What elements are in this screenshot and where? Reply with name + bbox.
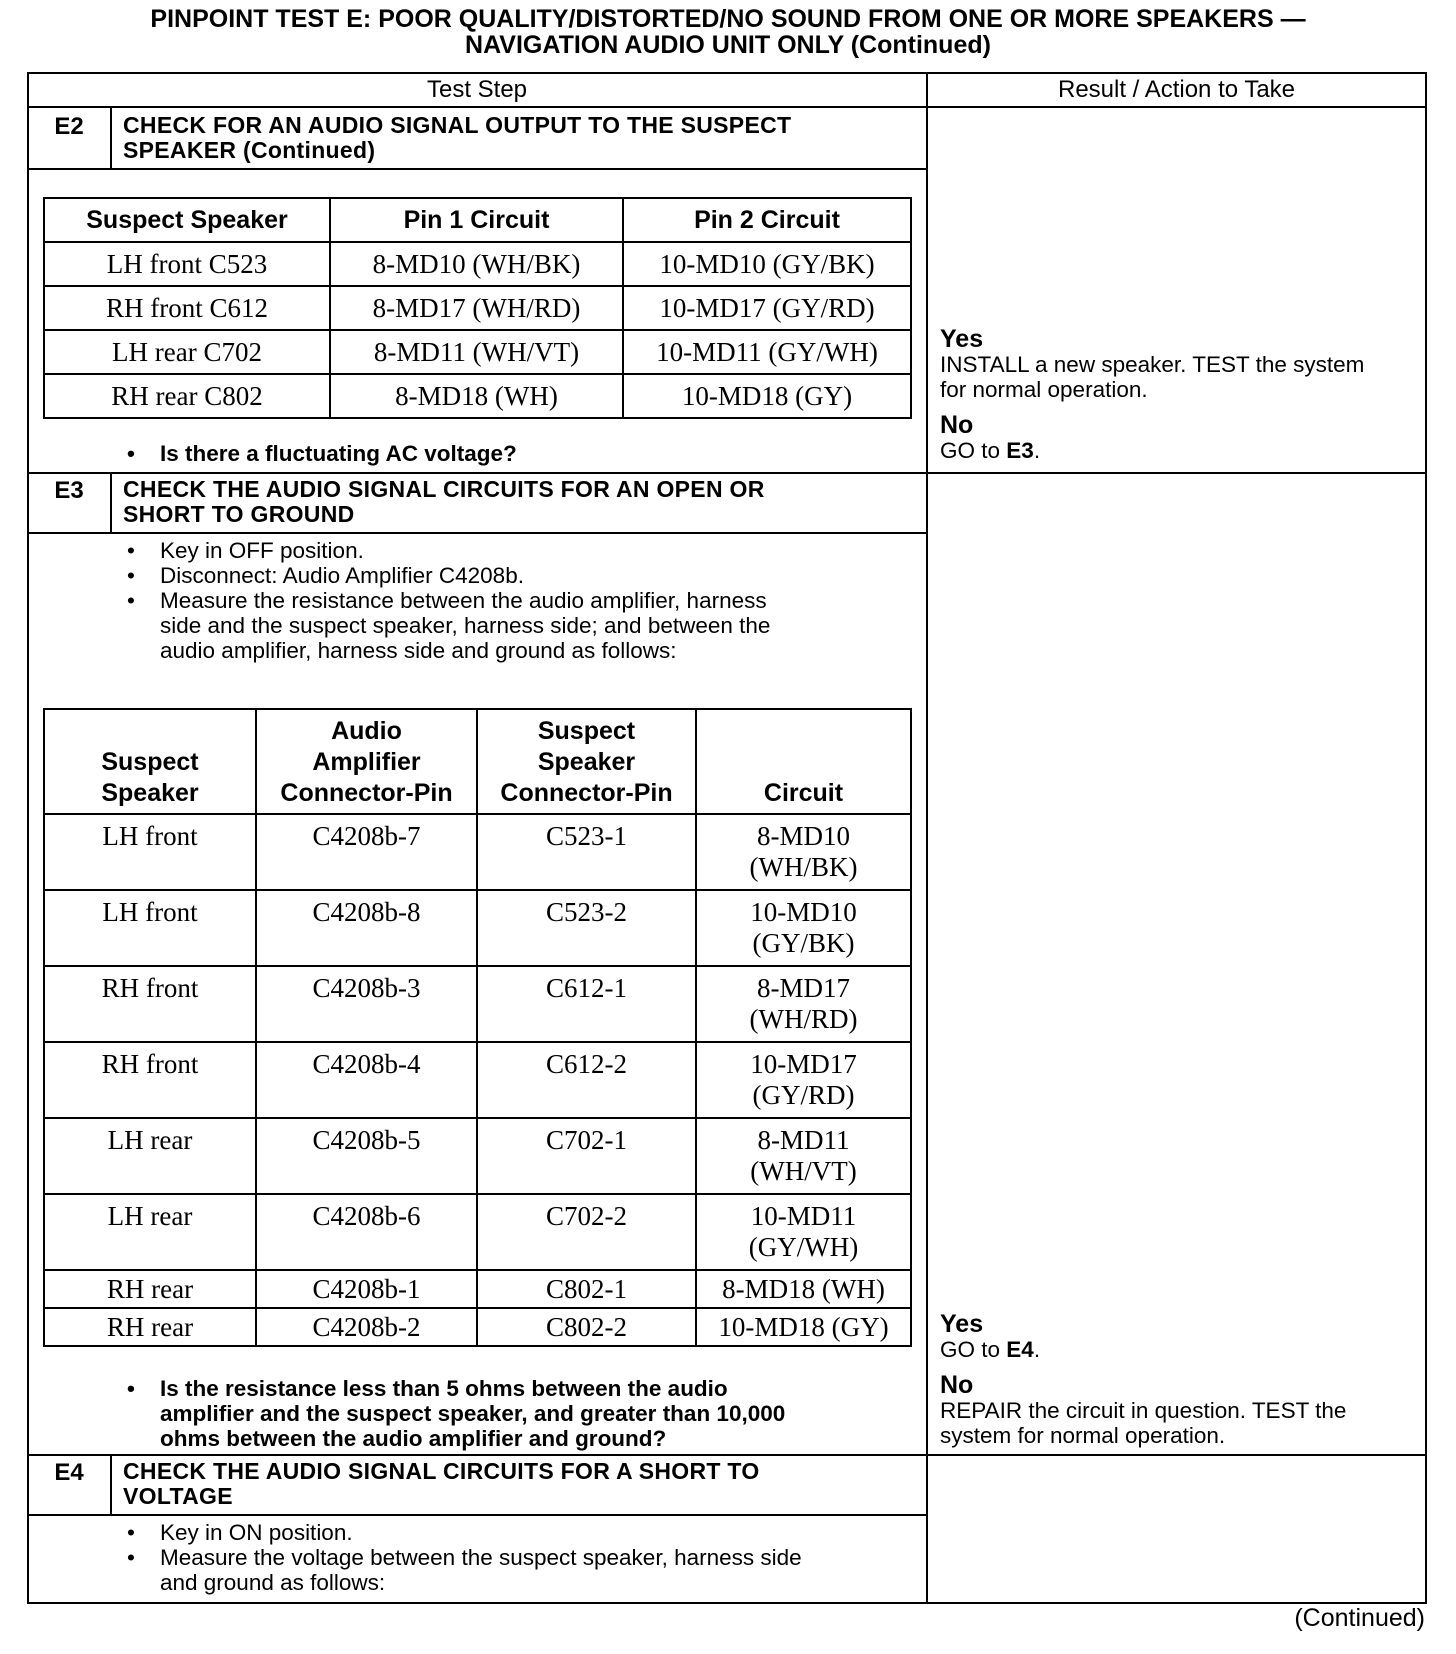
table-cell: LH rear C702 [44,330,330,374]
circuit-line: (GY/WH) [748,1232,859,1262]
table-cell: 10-MD18 (GY) [696,1308,911,1346]
column-header: Suspect Speaker [44,198,330,242]
table-row [44,1194,911,1270]
no-label: No [940,1371,974,1399]
table-cell [696,890,911,966]
column-header: Pin 1 Circuit [330,198,623,242]
table-row [44,330,911,374]
no-action-line-2: system for normal operation. [940,1423,1226,1448]
e4-bullet-1: Key in ON position. [160,1520,353,1545]
step-ref-e4: E4 [1006,1337,1034,1362]
table-cell: C523-2 [477,890,696,966]
table-cell: C4208b-6 [256,1194,477,1270]
table-cell: C702-1 [477,1118,696,1194]
e4-bullet-2-line-1: Measure the voltage between the suspect speaker, harness side [160,1545,802,1570]
header-divider [27,106,1427,108]
table-cell: 10-MD11 (GY/WH) [623,330,911,374]
e3-question-line-2: amplifier and the suspect speaker, and greater than 10,000 [160,1401,786,1426]
table-row [44,1042,911,1118]
circuit-line: 10-MD17 [750,1049,857,1079]
e3-question-line-3: ohms between the audio amplifier and ground? [160,1426,667,1451]
table-cell: C523-1 [477,814,696,890]
bullet: • [127,441,135,466]
table-cell: C4208b-5 [256,1118,477,1194]
step-title-e4-line-1: CHECK THE AUDIO SIGNAL CIRCUITS FOR A SHORT TO [123,1458,760,1484]
step-id-e4: E4 [54,1459,84,1486]
circuit-line: (WH/VT) [750,1156,857,1186]
circuit-line: 8-MD10 [757,821,850,851]
table-cell: C4208b-3 [256,966,477,1042]
test-step-header: Test Step [426,76,528,103]
circuit-line: 10-MD11 [750,1201,857,1231]
bullet: • [127,1520,135,1545]
table-cell: LH front [44,814,256,890]
table-cell: RH rear [44,1308,256,1346]
table-row [44,814,911,890]
table-cell: C802-1 [477,1270,696,1308]
table-cell: 8-MD17 (WH/RD) [330,286,623,330]
table-cell: 10-MD17 (GY/RD) [623,286,911,330]
table-row [44,242,911,286]
table-cell: 8-MD10 (WH/BK) [330,242,623,286]
table-row [44,1118,911,1194]
step-title-e2 [123,113,913,163]
header-line: Circuit [763,779,844,807]
table-cell: 8-MD11 (WH/VT) [330,330,623,374]
yes-action-line-1: INSTALL a new speaker. TEST the system [940,352,1365,377]
table-cell [696,814,911,890]
table-header-row [44,709,911,814]
yes-action-line-2: for normal operation. [940,377,1148,402]
table-row [44,966,911,1042]
table-cell: RH rear C802 [44,374,330,418]
header-line: Speaker [101,779,199,807]
table-cell: C4208b-4 [256,1042,477,1118]
step-title-e3-line-1: CHECK THE AUDIO SIGNAL CIRCUITS FOR AN OPEN OR [123,476,765,502]
circuit-line: 8-MD11 [757,1125,850,1155]
e3-title-divider [27,532,927,534]
e3-bullet-3-line-1: Measure the resistance between the audio amplifier, harness [160,588,767,613]
result-action-header: Result / Action to Take [1057,76,1296,103]
e3-e4-divider [27,1454,1427,1456]
table-row [44,286,911,330]
no-action [940,438,1425,463]
title-line-1: PINPOINT TEST E: POOR QUALITY/DISTORTED/NO SOUND FROM ONE OR MORE SPEAKERS — [150,5,1306,33]
no-action-end: . [1033,438,1041,463]
step-id-e2: E2 [54,113,84,140]
e4-bullet-2-line-2: and ground as follows: [160,1570,386,1595]
continued-label: (Continued) [1294,1604,1425,1632]
header-line: Speaker [537,748,636,776]
yes-action [940,1337,1425,1362]
e3-bullet-2: Disconnect: Audio Amplifier C4208b. [160,563,524,588]
table-cell: RH front [44,1042,256,1118]
yes-label: Yes [940,325,984,353]
circuit-line: (WH/RD) [749,1004,858,1034]
table-cell: RH front [44,966,256,1042]
circuit-line: (WH/BK) [749,852,858,882]
step-title-e3 [123,477,913,527]
table-row [44,374,911,418]
column-header-speaker-pin [477,709,696,814]
e3-id-divider [110,472,112,533]
table-cell [696,966,911,1042]
step-title-e2-line-2: SPEAKER (Continued) [123,137,376,163]
e4-instructions [121,1520,911,1596]
header-line: Amplifier [312,748,421,776]
table-cell: RH front C612 [44,286,330,330]
e3-bullet-3-line-3: audio amplifier, harness side and ground as follows: [160,638,677,663]
header-line: Suspect [537,717,636,745]
table-cell: RH rear [44,1270,256,1308]
step-title-e4-line-2: VOLTAGE [123,1483,233,1509]
e3-question-line-1: Is the resistance less than 5 ohms between the audio [160,1376,728,1401]
no-action-text: GO to [940,438,1007,463]
bullet: • [127,1545,135,1570]
column-header-circuit [696,709,911,814]
table-cell [696,1042,911,1118]
table-cell: LH front [44,890,256,966]
yes-label: Yes [940,1310,984,1338]
page-title [0,6,1456,58]
table-cell: 10-MD10 (GY/BK) [623,242,911,286]
step-title-e2-line-1: CHECK FOR AN AUDIO SIGNAL OUTPUT TO THE SUSPECT [123,112,792,138]
bullet: • [127,1376,135,1401]
e3-result [940,1311,1425,1448]
table-cell: C4208b-2 [256,1308,477,1346]
table-cell: C802-2 [477,1308,696,1346]
table-row [44,1270,911,1308]
e2-question-text: Is there a fluctuating AC voltage? [160,441,517,466]
header-line: Connector-Pin [500,779,673,807]
e3-bullet-1: Key in OFF position. [160,538,364,563]
circuit-line: (GY/BK) [752,928,855,958]
table-row [44,1308,911,1346]
column-divider [926,72,928,1604]
title-line-2: NAVIGATION AUDIO UNIT ONLY (Continued) [465,31,991,59]
e3-instructions [121,538,911,668]
yes-action-end: . [1033,1337,1041,1362]
table-cell: C612-2 [477,1042,696,1118]
e4-title-divider [27,1514,927,1516]
header-line: Suspect [101,748,199,776]
table-row [44,890,911,966]
table-cell: C4208b-1 [256,1270,477,1308]
e4-id-divider [110,1454,112,1515]
table-header-row [44,198,911,242]
e2-result [940,326,1425,463]
column-header-suspect-speaker [44,709,256,814]
table-cell: LH rear [44,1194,256,1270]
table-cell: 8-MD18 (WH) [696,1270,911,1308]
no-label: No [940,411,974,439]
circuit-line: (GY/RD) [752,1080,855,1110]
table-cell: LH rear [44,1118,256,1194]
table-cell: 8-MD18 (WH) [330,374,623,418]
circuit-line: 10-MD10 [750,897,857,927]
yes-action-text: GO to [940,1337,1007,1362]
table-cell: C4208b-7 [256,814,477,890]
e3-resistance-table [43,708,912,1347]
table-cell: C612-1 [477,966,696,1042]
column-header: Pin 2 Circuit [623,198,911,242]
header-line: Audio [331,717,402,745]
step-ref-e3: E3 [1006,438,1034,463]
no-action-line-1: REPAIR the circuit in question. TEST the [940,1398,1347,1423]
e3-bullet-3-line-2: side and the suspect speaker, harness side; and between the [160,613,771,638]
table-cell: 10-MD18 (GY) [623,374,911,418]
e2-title-divider [27,168,927,170]
e3-question [121,1376,911,1452]
e2-circuit-table [43,197,912,419]
step-title-e3-line-2: SHORT TO GROUND [123,501,355,527]
table-cell: C702-2 [477,1194,696,1270]
bullet: • [127,588,135,613]
table-cell: C4208b-8 [256,890,477,966]
table-cell [696,1194,911,1270]
e2-e3-divider [27,472,1427,474]
column-header-amp-pin [256,709,477,814]
step-id-e3: E3 [54,477,84,504]
table-cell [696,1118,911,1194]
bullet: • [127,563,135,588]
e2-id-divider [110,106,112,169]
circuit-line: 8-MD17 [757,973,850,1003]
header-line: Connector-Pin [280,779,453,807]
step-title-e4 [123,1459,913,1509]
table-cell: LH front C523 [44,242,330,286]
bullet: • [127,538,135,563]
